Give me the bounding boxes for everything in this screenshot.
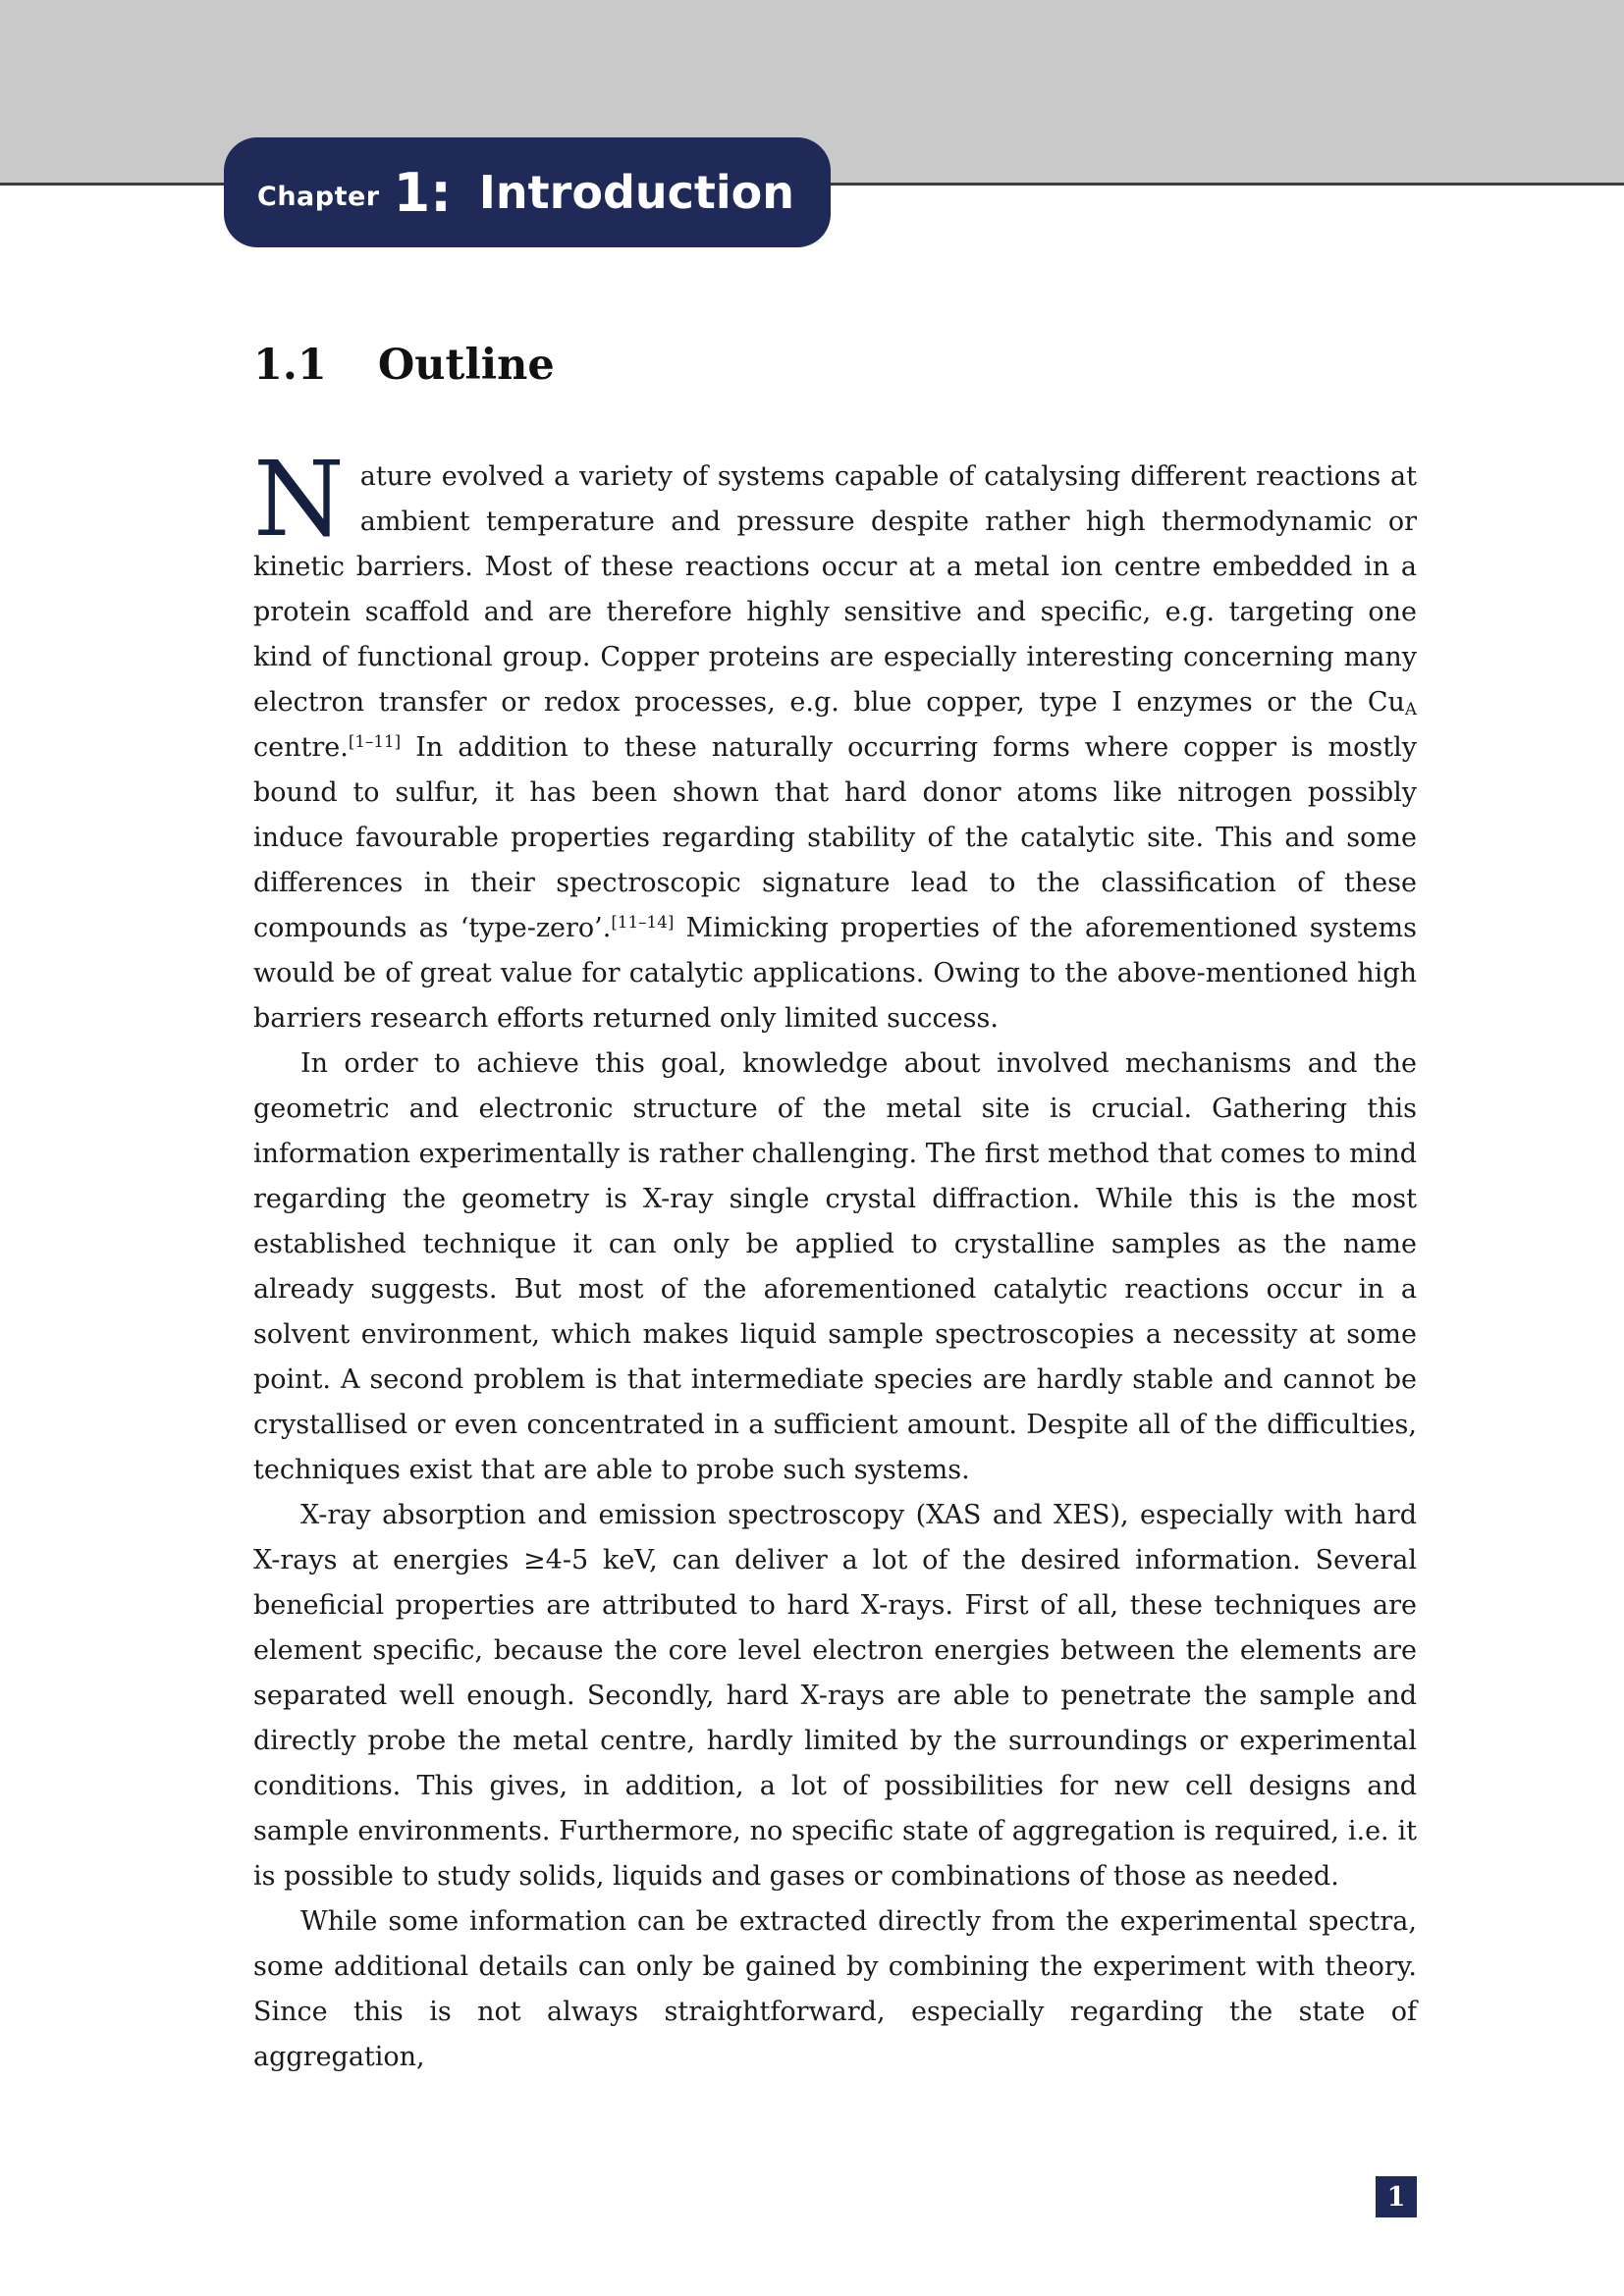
page-number: 1 — [1386, 2181, 1406, 2213]
chapter-number: 1: — [393, 161, 452, 224]
p1-run3: In addition to these naturally occurring forms where copper is mostly bound to sulfur, it has been shown that hard donor atoms like nitrogen possibly induce favourable properties regarding stability of the catalytic site. This and some differences in their spectroscopic signature lead to the classification of these compounds as ‘type-zero’. — [253, 732, 1417, 943]
p1-run4: Mimicking properties of the aforementioned systems would be of great value for catalytic applications. Owing to the above-mentioned high barriers research efforts returned only limited success. — [253, 913, 1417, 1034]
page-content — [253, 186, 1417, 2080]
section-heading — [253, 341, 1417, 390]
paragraph-outline-3: X-ray absorption and emission spectroscopy (XAS and XES), especially with hard X-rays at energies ≥4-5 keV, can deliver a lot of the desired information. Several beneficial properties are attributed to hard X-rays. First of all, these techniques are element specific, because the core level electron energies between the elements are separated well enough. Secondly, hard X-rays are able to penetrate the sample and directly probe the metal centre, hardly limited by the surroundings or experimental conditions. This gives, in addition, a lot of possibilities for new cell designs and sample environments. Furthermore, no specific state of aggregation is required, i.e. it is possible to study solids, liquids and gases or combinations of those as needed. — [253, 1500, 1417, 1892]
citation-ref-1: [1–11] — [348, 730, 402, 751]
dropcap-letter: N — [253, 439, 345, 560]
chapter-label: Chapter — [257, 181, 380, 212]
p1-run2: centre. — [253, 732, 349, 763]
citation-ref-2: [11–14] — [611, 911, 675, 932]
page-number-badge — [1376, 2176, 1417, 2217]
section-title: Outline — [377, 341, 555, 390]
cu-a-subscript: A — [1404, 699, 1417, 720]
paragraph-outline-2: In order to achieve this goal, knowledge about involved mechanisms and the geometric and electronic structure of the metal site is crucial. Gathering this information experimentally is rather challenging. The first method that comes to mind regarding the geometry is X-ray single crystal diffraction. While this is the most established technique it can only be applied to crystalline samples as the name already suggests. But most of the aforementioned catalytic reactions occur in a solvent environment, which makes liquid sample spectroscopies a necessity at some point. A second problem is that intermediate species are hardly stable and cannot be crystallised or even concentrated in a sufficient amount. Despite all of the difficulties, techniques exist that are able to probe such systems. — [253, 1048, 1417, 1485]
section-number: 1.1 — [253, 341, 327, 390]
body-text — [253, 439, 1417, 2080]
paragraph-outline-1 — [253, 439, 1417, 1041]
paragraph-outline-4: While some information can be extracted directly from the experimental spectra, some additional details can only be gained by combining the experiment with theory. Since this is not always straightforward, especially regarding the state of aggregation, — [253, 1906, 1417, 2072]
p1-run1: ature evolved a variety of systems capable of catalysing different reactions at ambient temperature and pressure despite rather high thermodynamic or kinetic barriers. Most of these reactions occur at a metal ion centre embedded in a protein scaffold and are therefore highly sensitive and specific, e.g. targeting one kind of functional group. Copper proteins are especially interesting concerning many electron transfer or redox processes, e.g. blue copper, type I enzymes or the Cu — [253, 461, 1417, 718]
chapter-title: Introduction — [478, 166, 794, 219]
